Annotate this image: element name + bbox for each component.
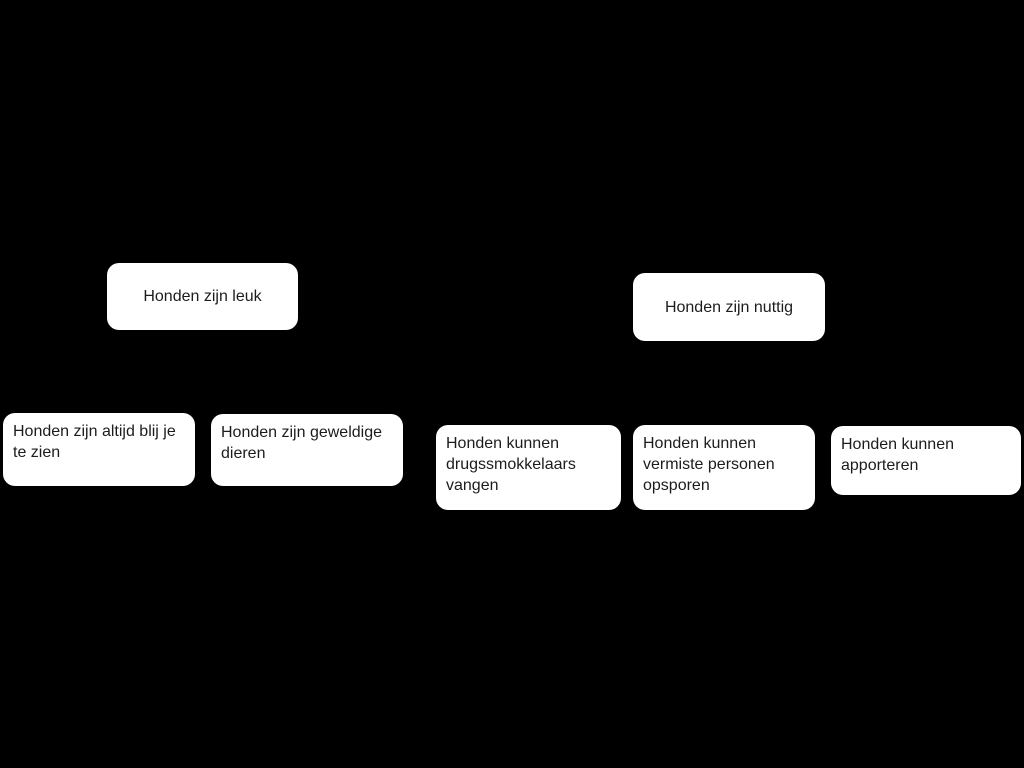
node-label: Honden zijn nuttig <box>664 298 794 316</box>
node-honden-altijd-blij-je-te-zien <box>3 413 195 486</box>
node-label: Honden kunnen vermiste personen opsporen <box>643 435 775 494</box>
node-label: Honden kunnen apporteren <box>841 436 954 474</box>
node-honden-kunnen-apporteren <box>831 426 1021 495</box>
node-label: Honden zijn geweldige dieren <box>221 424 382 462</box>
node-honden-zijn-nuttig <box>633 273 825 341</box>
node-honden-geweldige-dieren <box>211 414 403 486</box>
node-honden-drugssmokkelaars-vangen <box>436 425 621 510</box>
node-honden-vermiste-personen-opsporen <box>633 425 815 510</box>
node-label: Honden zijn leuk <box>143 288 262 305</box>
node-label: Honden kunnen drugssmokkelaars vangen <box>446 435 576 494</box>
node-honden-zijn-leuk <box>107 263 298 330</box>
node-label: Honden zijn altijd blij je te zien <box>13 423 176 461</box>
